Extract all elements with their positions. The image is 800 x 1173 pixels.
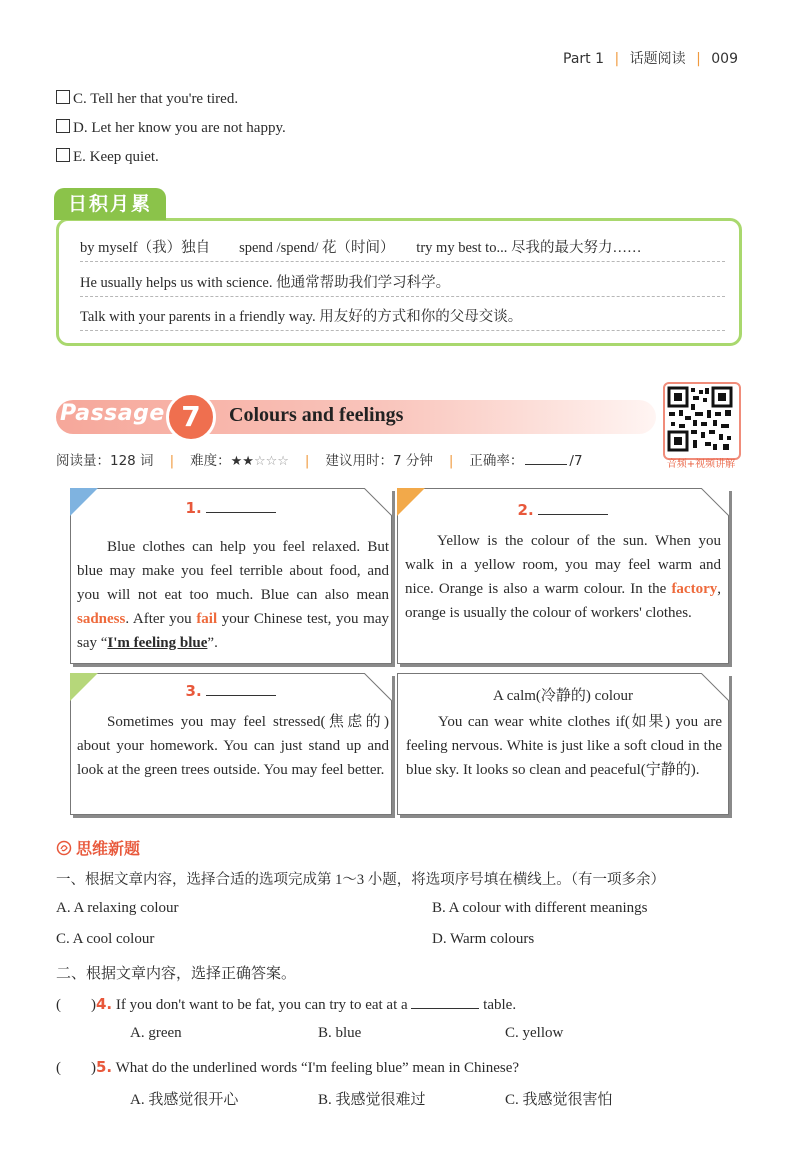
qr-code-icon: [665, 384, 735, 454]
part1-option: D. Warm colours: [432, 931, 535, 947]
answer-paren[interactable]: ( ): [56, 997, 96, 1013]
section-title: [56, 836, 140, 859]
part1-instruction: 一、根据文章内容，选择合适的选项完成第 1～3 小题，将选项序号填在横线上。（有一项多余）: [56, 872, 665, 888]
choice-c[interactable]: C. 我感觉很害怕: [505, 1092, 613, 1108]
card-1-text: Blue clothes can help you feel relaxed. But blue may make you feel terrible about food, and you will not eat too much. Blue can also mean sadness. After you fail your Chinese test, you may say “I'm feeling blue”.: [77, 539, 389, 651]
passage-label: Passage: [60, 401, 165, 426]
vocab-tab: 日积月累: [54, 188, 166, 220]
star-filled-icon: ★: [230, 454, 243, 469]
card-3-heading: [71, 682, 391, 700]
card-2-heading: [398, 501, 728, 519]
question-stem: What do the underlined words “I'm feeling blue” mean in Chinese?: [115, 1060, 520, 1076]
difficulty-label: 难度：: [190, 453, 231, 469]
brain-icon: [56, 840, 72, 856]
section-title-text: 思维新题: [76, 839, 141, 858]
qr-caption: 音频+视频讲解: [666, 459, 736, 470]
header-section: 话题阅读: [629, 51, 686, 67]
answer-blank[interactable]: [206, 695, 276, 696]
page-header: [563, 48, 738, 68]
question-5: [56, 1056, 519, 1077]
word-count: 阅读量：128 词: [56, 453, 154, 469]
star-empty-icon: ☆: [265, 454, 278, 469]
choice-a[interactable]: A. green: [130, 1025, 182, 1041]
page-number: 009: [711, 51, 738, 67]
choice-b[interactable]: B. blue: [318, 1025, 362, 1041]
answer-blank[interactable]: [538, 514, 608, 515]
vocab-line: by myself（我）独自 spend /spend/ 花（时间） try my best to... 尽我的最大努力……: [80, 236, 725, 262]
vocab-line: Talk with your parents in a friendly way. 用友好的方式和你的父母交谈。: [80, 305, 725, 331]
card-1: [70, 488, 392, 664]
choice-c[interactable]: C. yellow: [505, 1025, 564, 1041]
star-filled-icon: ★: [242, 454, 254, 469]
card-3-text: Sometimes you may feel stressed(焦虑的) about your homework. You can just stand up and look at the green trees outside. You may feel better.: [77, 714, 389, 778]
option-text: D. Let her know you are not happy.: [73, 120, 286, 136]
card-2: [397, 488, 729, 664]
blank-number: 1.: [185, 499, 202, 517]
header-separator: |: [696, 51, 701, 67]
answer-blank[interactable]: [206, 512, 276, 513]
question-number: 5.: [96, 1058, 113, 1076]
part1-option: A. A relaxing colour: [56, 900, 179, 916]
passage-info: 阅读量：128 词 | 难度：★★☆☆☆ | 建议用时：7 分钟 | 正确率： /7: [56, 453, 583, 469]
card-3: [70, 673, 392, 815]
question-stem: table.: [483, 997, 517, 1013]
checkbox[interactable]: [56, 119, 70, 133]
checkbox[interactable]: [56, 90, 70, 104]
answer-blank[interactable]: [411, 1008, 479, 1009]
question-number: 4.: [96, 995, 113, 1013]
option-text: C. Tell her that you're tired.: [73, 91, 239, 107]
accuracy-total: /7: [569, 453, 583, 469]
star-empty-icon: ☆: [277, 454, 289, 469]
card-4-text: You can wear white clothes if(如果) you are feeling nervous. White is just like a soft cloud in the blue sky. It looks so clean and peaceful(宁静的).: [406, 714, 722, 778]
suggested-time: 建议用时：7 分钟: [325, 453, 433, 469]
part1-option: B. A colour with different meanings: [432, 900, 648, 916]
answer-paren[interactable]: ( ): [56, 1060, 96, 1076]
option-line[interactable]: [56, 119, 286, 137]
accuracy-blank[interactable]: [525, 464, 567, 465]
question-4: [56, 993, 516, 1014]
choice-a[interactable]: A. 我感觉很开心: [130, 1092, 239, 1108]
part1-option: C. A cool colour: [56, 931, 155, 947]
checkbox[interactable]: [56, 148, 70, 162]
option-line[interactable]: [56, 90, 238, 108]
option-text: E. Keep quiet.: [73, 149, 159, 165]
card-1-heading: [71, 499, 391, 517]
card-4-heading: A calm(冷静的) colour: [493, 688, 633, 704]
keyword: sadness: [77, 611, 126, 627]
keyword: fail: [196, 611, 218, 627]
header-part: Part 1: [563, 51, 605, 67]
part2-instruction: 二、根据文章内容，选择正确答案。: [56, 966, 297, 982]
accuracy-label: 正确率：: [469, 453, 524, 469]
keyword: factory: [671, 581, 718, 597]
passage-title: Colours and feelings: [229, 404, 404, 426]
card-2-text: Yellow is the colour of the sun. When you walk in a yellow room, you may feel warm and nice. Orange is also a warm colour. In the factory, orange is usually the colour of workers' clothes.: [405, 533, 721, 621]
qr-code[interactable]: [663, 382, 741, 460]
passage-number: 7: [166, 392, 216, 442]
option-line[interactable]: [56, 148, 159, 166]
star-empty-icon: ☆: [253, 454, 266, 469]
header-separator: |: [614, 51, 620, 67]
underlined-phrase: I'm feeling blue: [107, 635, 208, 651]
card-4: [397, 673, 729, 815]
choice-b[interactable]: B. 我感觉很难过: [318, 1092, 426, 1108]
blank-number: 3.: [185, 682, 202, 700]
blank-number: 2.: [517, 501, 534, 519]
vocab-line: He usually helps us with science. 他通常帮助我们学习科学。: [80, 271, 725, 297]
question-stem: If you don't want to be fat, you can try to eat at a: [115, 997, 408, 1013]
